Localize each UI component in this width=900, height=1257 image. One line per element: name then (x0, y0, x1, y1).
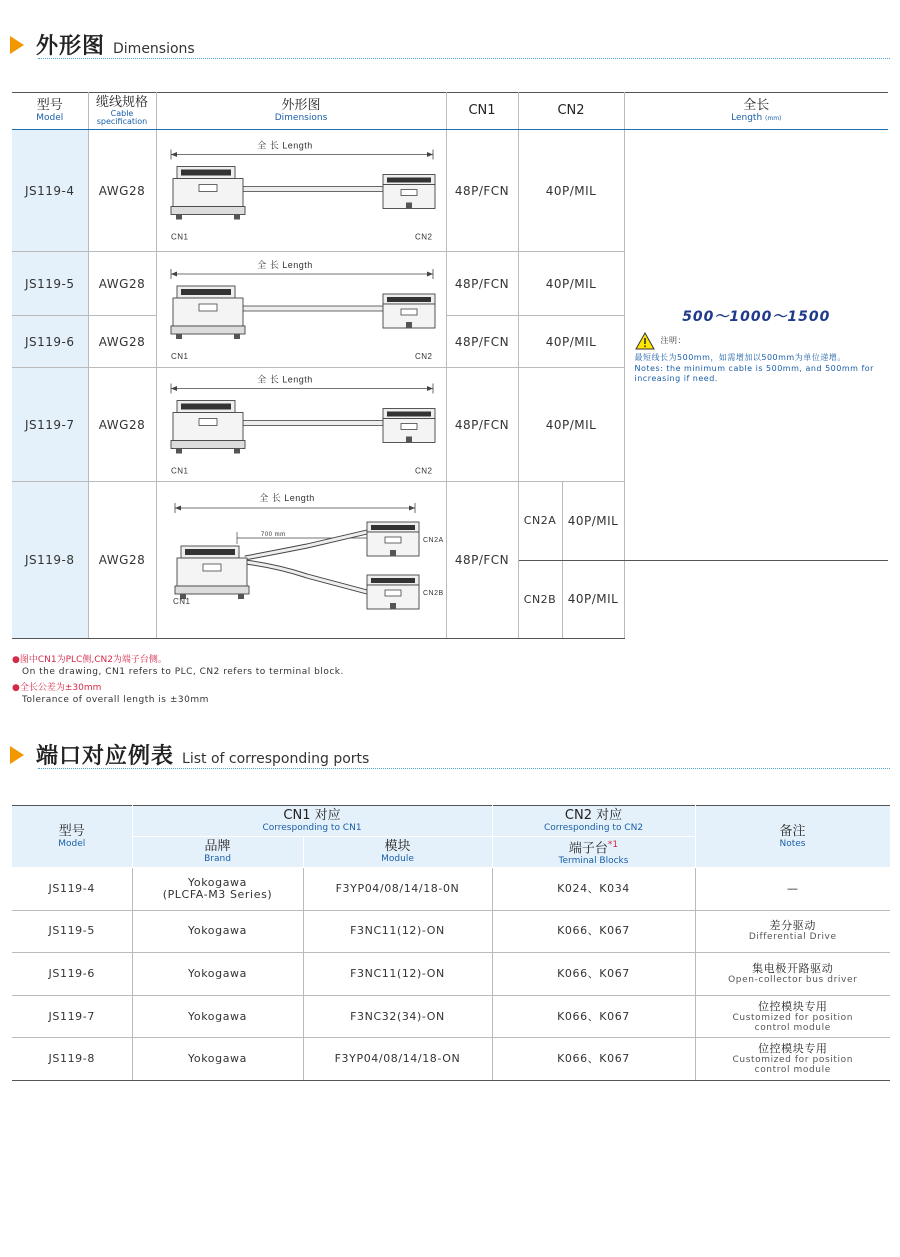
length-cell (624, 130, 888, 561)
header-model: 型号 Model (12, 806, 132, 868)
drawing-cell (156, 252, 446, 368)
section-title-ports (10, 738, 369, 770)
table-header (12, 806, 890, 837)
cable-drawing (157, 130, 447, 251)
table-row (12, 953, 890, 996)
header-cn2: CN2 对应 Corresponding to CN2 (492, 806, 695, 837)
terminal-cell: K024、K034 (492, 868, 695, 911)
cable-drawing (157, 368, 447, 481)
header-cn1: CN1 对应 Corresponding to CN1 (132, 806, 492, 837)
brand-cell: Yokogawa (PLCFA-M3 Series) (132, 868, 303, 911)
module-cell: F3NC11(12)-ON (303, 910, 492, 953)
warning-icon (635, 332, 655, 350)
connector-screw (234, 215, 240, 220)
header-notes: 备注 Notes (695, 806, 890, 868)
cable (243, 306, 383, 311)
model-cell: JS119-4 (12, 130, 88, 252)
length-label: 全 长 Length (256, 259, 313, 270)
section-divider (38, 58, 890, 59)
cable (243, 421, 383, 426)
cable-cell: AWG28 (88, 368, 156, 482)
notes-cell: 差分驱动 Differential Drive (695, 910, 890, 953)
footnotes (12, 654, 344, 706)
brand-cell: Yokogawa (132, 910, 303, 953)
cable-cell: AWG28 (88, 130, 156, 252)
cn1-cell: 48P/FCN (446, 252, 518, 316)
section-title-en: List of corresponding ports (182, 751, 370, 767)
connector-label (401, 190, 417, 196)
arrow-head (171, 271, 177, 276)
brand-cell: Yokogawa (132, 953, 303, 996)
model-cell: JS119-8 (12, 482, 88, 639)
terminal-cell: K066、K067 (492, 953, 695, 996)
connector-latch (406, 322, 412, 328)
length-value: 500～1000～1500 (682, 308, 831, 325)
module-cell: F3YP04/08/14/18-ON (303, 1038, 492, 1081)
header-dimensions: 外形图 Dimensions (156, 93, 446, 130)
cn2-connector (383, 175, 435, 209)
cn1-cell: 48P/FCN (446, 368, 518, 482)
notes-cell: 位控模块专用 Customized for position control module (695, 995, 890, 1038)
header-cn2: CN2 (518, 93, 624, 130)
cn1-cell: 48P/FCN (446, 482, 518, 639)
table-header (12, 93, 888, 130)
connector-latch (406, 203, 412, 209)
connector-body (173, 298, 243, 326)
cn2-label: CN2 (414, 232, 433, 242)
connector-pins (185, 549, 235, 555)
cn2-label: CN2 (414, 466, 433, 476)
header-brand: 品牌 Brand (132, 837, 303, 868)
notes-cell: 集电极开路驱动 Open-collector bus driver (695, 953, 890, 996)
header-module: 模块 Module (303, 837, 492, 868)
connector-label (199, 185, 217, 192)
ports-table (12, 805, 891, 1081)
cn2-connector (383, 409, 435, 443)
connector-label (385, 537, 401, 543)
cn2a-connector (367, 522, 419, 556)
cn1-cell: 48P/FCN (446, 130, 518, 252)
connector-label (203, 564, 221, 571)
header-cable: 缆线规格 Cable specification (88, 93, 156, 130)
model-cell: JS119-5 (12, 910, 132, 953)
connector-base (175, 586, 249, 594)
connector-pins (371, 578, 415, 583)
footnote: ●全长公差为±30mm (12, 683, 102, 693)
length-label: 全 长 Length (256, 374, 313, 385)
header-cn1: CN1 (446, 93, 518, 130)
cn2a-label: CN2A (422, 537, 444, 544)
drawing-cell (156, 368, 446, 482)
connector-label (385, 590, 401, 596)
cn2b-cell: 40P/MIL (562, 560, 624, 639)
arrow-head (171, 152, 177, 157)
drawing-cell (156, 482, 446, 639)
arrow-icon (10, 36, 24, 54)
cable-cell: AWG28 (88, 252, 156, 316)
notes-cell: — (695, 868, 890, 911)
cn1-label: CN1 (172, 597, 191, 606)
arrow-head (427, 152, 433, 157)
length-label: 全 长 Length (258, 493, 315, 503)
cn2a-label-cell: CN2A (518, 482, 562, 561)
brand-cell: Yokogawa (132, 995, 303, 1038)
header-terminal-blocks: 端子台$^{*1}$ Terminal Blocks (492, 837, 695, 868)
cn1-connector (171, 167, 245, 220)
dimensions-table (12, 92, 888, 639)
cn2-cell: 40P/MIL (518, 368, 624, 482)
module-cell: F3YP04/08/14/18-0N (303, 868, 492, 911)
connector-pins (181, 170, 231, 176)
connector-screw (238, 594, 244, 599)
cn2-cell: 40P/MIL (518, 252, 624, 316)
cn1-label: CN1 (170, 351, 189, 361)
cn2-label: CN2 (414, 351, 433, 361)
note-header: 注明： (635, 332, 879, 350)
connector-screw (176, 215, 182, 220)
connector-screw (234, 334, 240, 339)
cn1-connector (171, 401, 245, 454)
footnote-en: On the drawing, CN1 refers to PLC, CN2 refers to terminal block. (22, 667, 344, 677)
arrow-head (409, 506, 415, 511)
arrow-head (171, 386, 177, 391)
cable-cell: AWG28 (88, 482, 156, 639)
model-cell: JS119-7 (12, 995, 132, 1038)
cn2b-label-cell: CN2B (518, 560, 562, 639)
terminal-cell: K066、K067 (492, 1038, 695, 1081)
table-row (12, 1038, 890, 1081)
model-cell: JS119-8 (12, 1038, 132, 1081)
length-label: 全 长 Length (256, 140, 313, 151)
connector-label (199, 304, 217, 311)
cn1-connector (175, 546, 249, 599)
module-cell: F3NC11(12)-ON (303, 953, 492, 996)
cable-drawing (157, 253, 447, 367)
module-cell: F3NC32(34)-ON (303, 995, 492, 1038)
cn1-label: CN1 (170, 466, 189, 476)
connector-pins (387, 297, 431, 302)
connector-base (171, 441, 245, 449)
connector-latch (390, 603, 396, 609)
cn2-connector (383, 294, 435, 328)
model-cell: JS119-4 (12, 868, 132, 911)
connector-screw (176, 334, 182, 339)
connector-body (173, 413, 243, 441)
table-row (12, 868, 890, 911)
terminal-cell: K066、K067 (492, 910, 695, 953)
note-zh: 最短线长为500mm，如需增加以500mm为单位递增。 (634, 352, 846, 362)
branch-length-label: 700 mm (260, 532, 286, 538)
cn2a-cell: 40P/MIL (562, 482, 624, 561)
model-cell: JS119-6 (12, 316, 88, 368)
table-row (12, 995, 890, 1038)
section-title-zh: 外形图 (36, 34, 106, 59)
brand-cell: Yokogawa (132, 1038, 303, 1081)
table-row (12, 910, 890, 953)
notes-cell: 位控模块专用 Customized for position control module (695, 1038, 890, 1081)
connector-body (177, 558, 247, 586)
connector-latch (390, 550, 396, 556)
arrow-head (427, 271, 433, 276)
cn1-connector (171, 286, 245, 339)
cn2-cell: 40P/MIL (518, 130, 624, 252)
connector-body (173, 179, 243, 207)
cable (243, 187, 383, 192)
header-length: 全长 Length (mm) (624, 93, 888, 130)
connector-pins (181, 404, 231, 410)
section-divider (38, 768, 890, 769)
model-cell: JS119-6 (12, 953, 132, 996)
terminal-cell: K066、K067 (492, 995, 695, 1038)
connector-latch (406, 437, 412, 443)
connector-screw (176, 449, 182, 454)
connector-label (401, 309, 417, 315)
section-title-dimensions (10, 28, 195, 60)
table-row (12, 130, 888, 252)
model-cell: JS119-5 (12, 252, 88, 316)
connector-label (401, 424, 417, 430)
connector-label (199, 419, 217, 426)
connector-base (171, 326, 245, 334)
section-title-zh: 端口对应例表 (36, 744, 175, 769)
arrow-icon (10, 746, 24, 764)
connector-base (171, 207, 245, 215)
drawing-cell (156, 130, 446, 252)
section-title-en: Dimensions (113, 41, 195, 57)
arrow-head (175, 506, 181, 511)
connector-screw (234, 449, 240, 454)
cn2-cell: 40P/MIL (518, 316, 624, 368)
arrow-head (427, 386, 433, 391)
note-en: Notes: the minimum cable is 500mm, and 500mm for increasing if need. (634, 363, 874, 383)
footnote-en: Tolerance of overall length is ±30mm (22, 695, 209, 705)
cn1-cell: 48P/FCN (446, 316, 518, 368)
header-model: 型号 Model (12, 93, 88, 130)
cn2b-connector (367, 575, 419, 609)
connector-pins (181, 289, 231, 295)
connector-pins (387, 412, 431, 417)
cable-cell: AWG28 (88, 316, 156, 368)
footnote: ●图中CN1为PLC侧,CN2为端子台侧。 (12, 655, 167, 665)
cn1-label: CN1 (170, 232, 189, 242)
connector-pins (371, 525, 415, 530)
model-cell: JS119-7 (12, 368, 88, 482)
connector-pins (387, 178, 431, 183)
cn2b-label: CN2B (422, 590, 444, 597)
split-cable-drawing (157, 482, 447, 638)
